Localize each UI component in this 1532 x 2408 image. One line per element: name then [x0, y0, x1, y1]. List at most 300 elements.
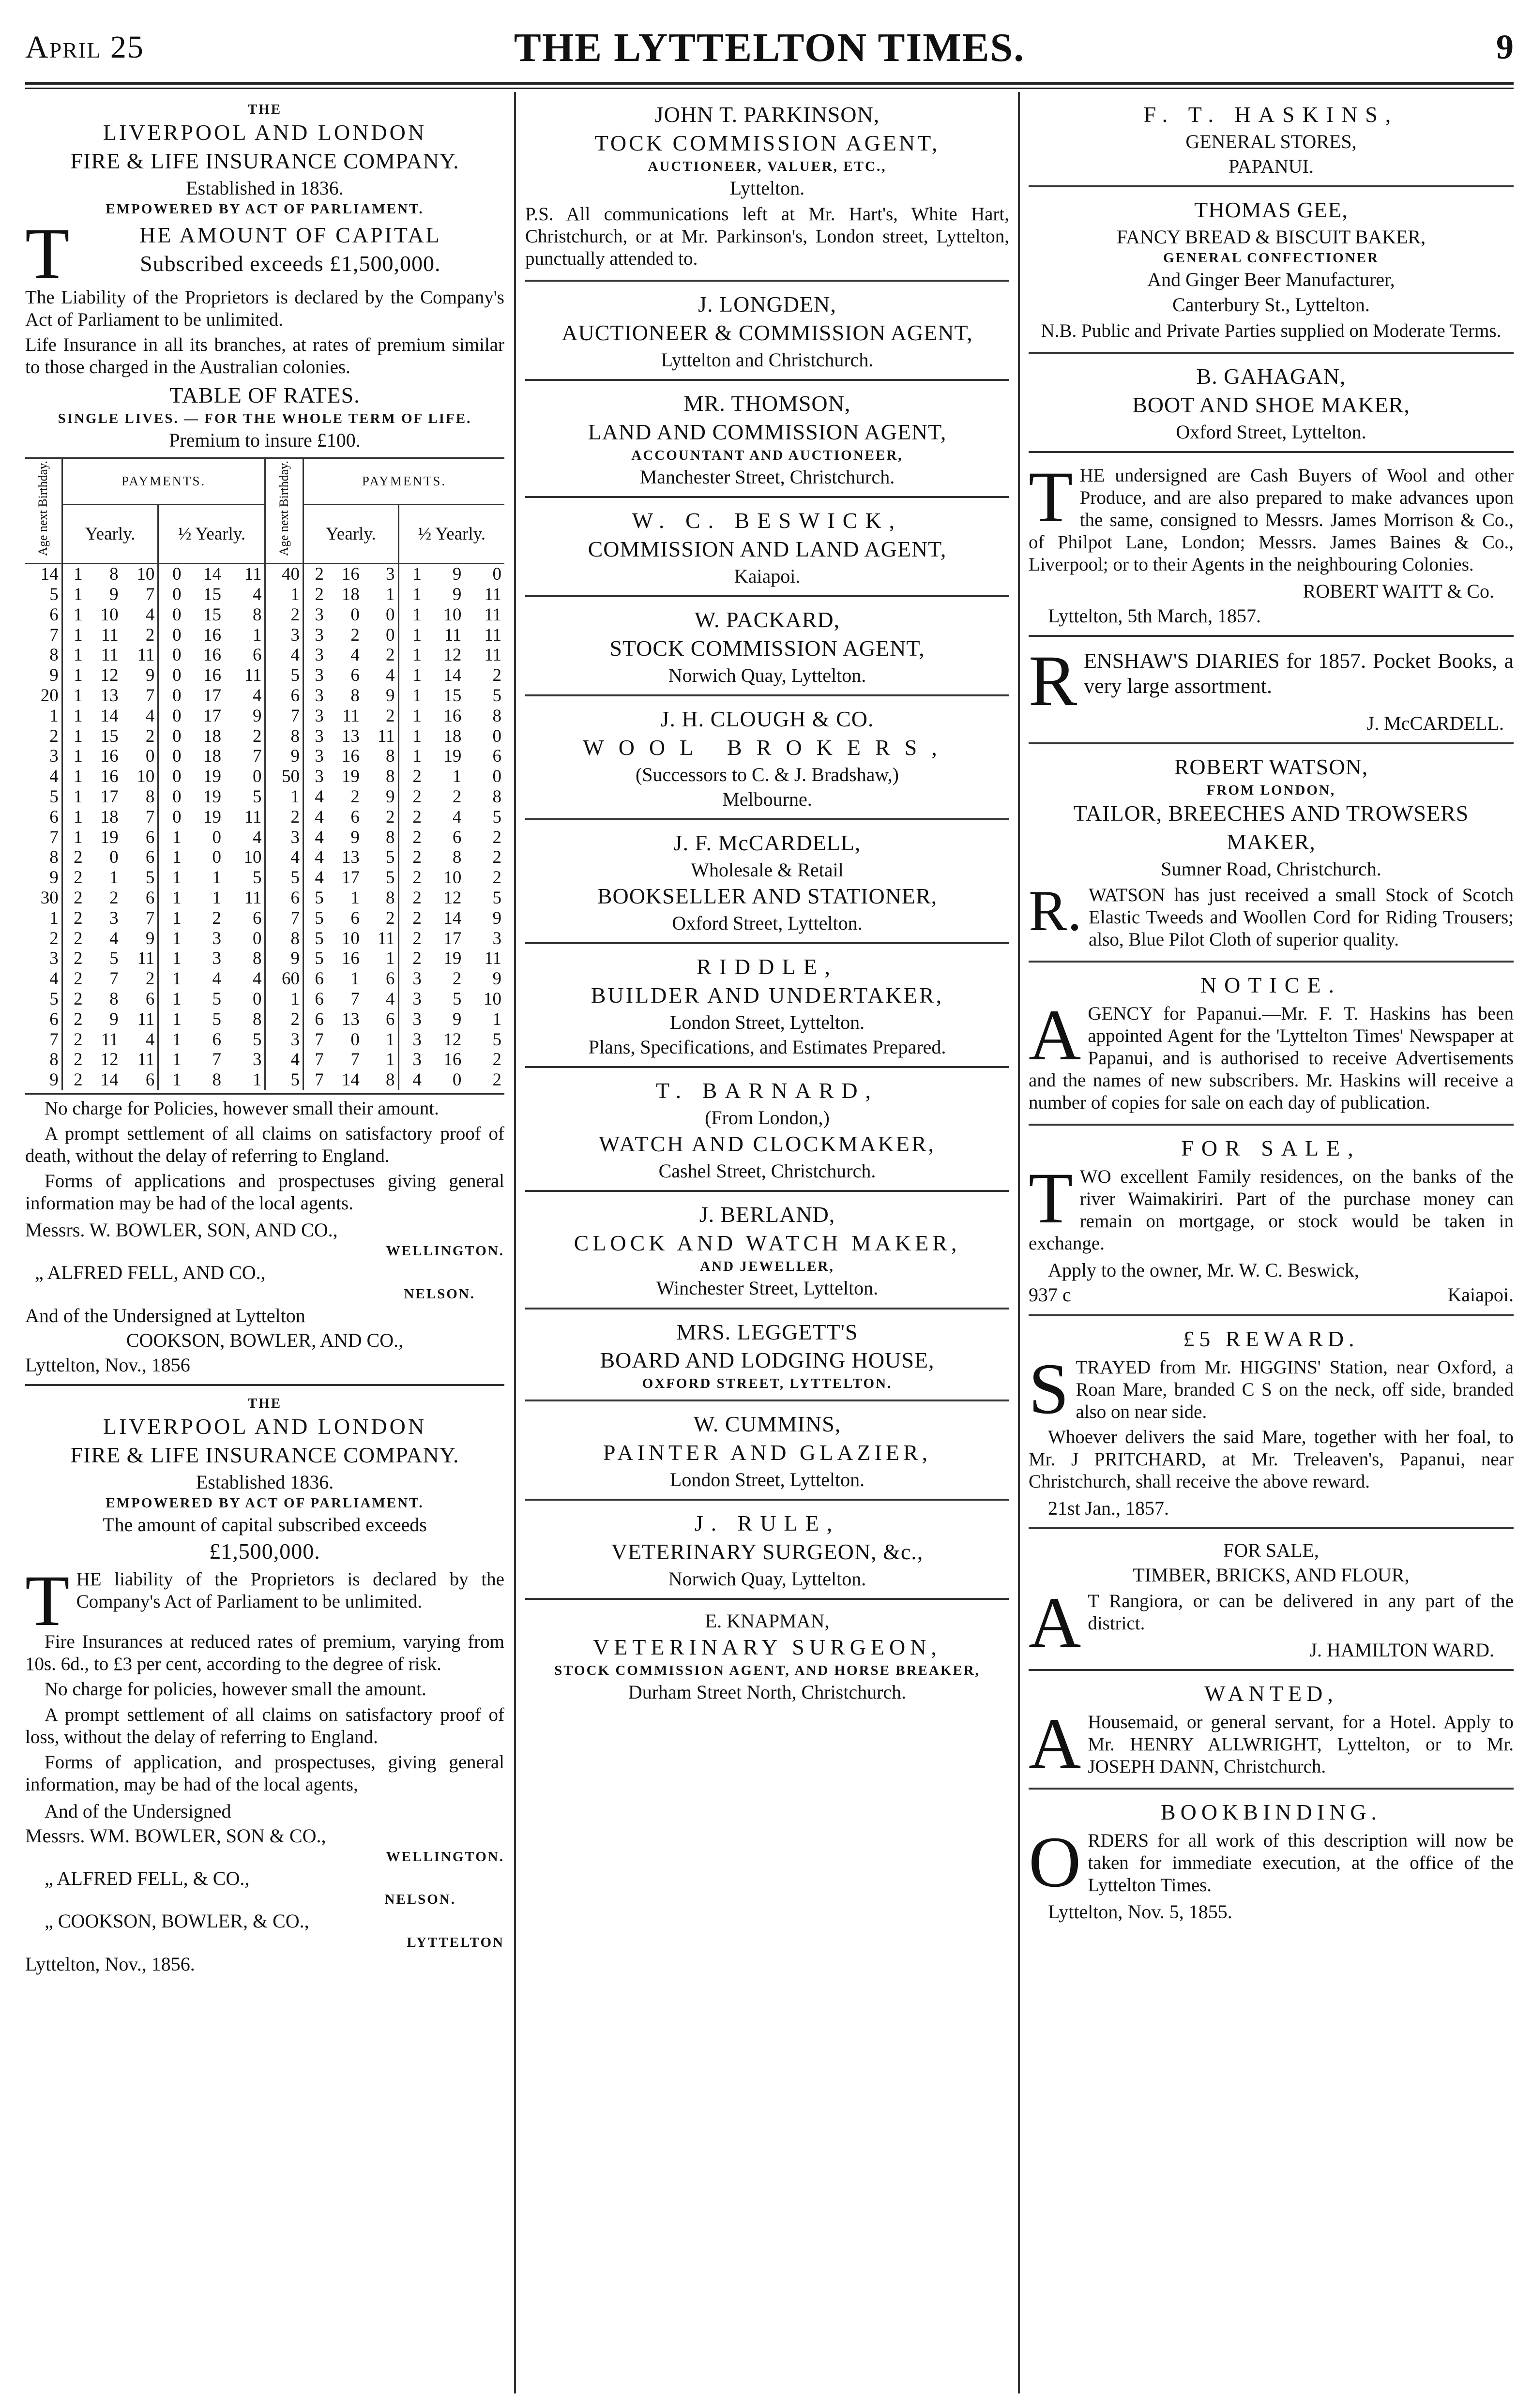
- rates-cell: 2: [363, 645, 398, 665]
- agent-place: LYTTELTON: [407, 1934, 504, 1950]
- rates-cell: 14: [443, 665, 462, 686]
- ad-line: HE AMOUNT OF CAPITAL: [139, 223, 441, 248]
- rates-cell: 1: [412, 726, 422, 746]
- rates-cell: 8: [212, 1070, 222, 1090]
- ad-body: A prompt settlement of all claims on satisfactory proof of loss, without the delay of referring to England.: [25, 1704, 504, 1747]
- rates-cell: 3: [315, 604, 324, 625]
- ad-body: A prompt settlement of all claims on satisfactory proof of death, without the delay of referring to England.: [25, 1123, 504, 1167]
- rates-cell: 19: [443, 746, 462, 767]
- rates-cell: 5: [452, 989, 462, 1009]
- ad-line: Winchester Street, Lyttelton.: [656, 1277, 879, 1299]
- ad-body: No charge for Policies, however small their amount.: [45, 1098, 439, 1119]
- agent-line: „ COOKSON, BOWLER, & CO.,: [45, 1910, 309, 1932]
- ad-line: Norwich Quay, Lyttelton.: [668, 664, 866, 686]
- parkinson-ad: [525, 92, 1009, 282]
- ad-text: WATSON has just received a small Stock of Scotch Elastic Tweeds and Woollen Cord for Riding Trousers; also, Blue Pilot Cloth of superior quality.: [1089, 885, 1514, 950]
- rates-cell: 2: [363, 807, 398, 828]
- agent-place: NELSON.: [384, 1892, 456, 1908]
- rates-cell: 40: [265, 564, 303, 585]
- rates-cell: 4: [25, 767, 62, 787]
- rates-cell: 2: [74, 888, 83, 908]
- rates-row: [25, 746, 504, 767]
- rates-cell: 2: [350, 787, 360, 807]
- timber-ad: [1029, 1529, 1514, 1671]
- rates-cell: 11: [484, 585, 501, 605]
- rates-cell: 12: [443, 888, 462, 908]
- rates-cell: 17: [341, 868, 360, 888]
- ad-heading: RIDDLE,: [696, 954, 838, 979]
- rates-cell: 1: [172, 1070, 182, 1090]
- rates-cell: 4: [109, 928, 119, 948]
- ad-line: Oxford Street, Lyttelton.: [672, 912, 863, 934]
- rates-cell: 5: [315, 948, 324, 969]
- rates-cell: 14: [100, 706, 119, 726]
- ad-line: AND JEWELLER,: [700, 1259, 834, 1275]
- rates-cell: 1: [452, 767, 462, 787]
- rates-cell: 8: [265, 929, 303, 949]
- rates-cell: 5: [492, 807, 501, 827]
- rates-cell: 2: [452, 969, 462, 989]
- agent-line: Messrs. WM. BOWLER, SON & CO.,: [25, 1824, 326, 1847]
- rates-cell: 1: [74, 767, 83, 787]
- rates-cell: 1: [363, 948, 398, 969]
- rates-cell: 1: [412, 604, 422, 625]
- rates-cell: 0: [121, 746, 158, 767]
- ad-heading: F. T. HASKINS,: [1143, 102, 1399, 127]
- rates-cell: 6: [121, 847, 158, 868]
- rates-cell: 2: [492, 847, 501, 868]
- payments-header: PAYMENTS.: [62, 458, 265, 504]
- rates-row: [25, 645, 504, 665]
- rates-cell: 6: [363, 969, 398, 989]
- rates-cell: 4: [315, 868, 324, 888]
- rates-cell: 0: [172, 787, 182, 807]
- ad-ref: 937 c: [1029, 1284, 1071, 1306]
- ad-text: T Rangiora, or can be delivered in any part of the district.: [1088, 1591, 1514, 1634]
- rates-cell: 3: [212, 928, 222, 948]
- rates-cell: 0: [172, 604, 182, 625]
- ad-line: BOARD AND LODGING HOUSE,: [600, 1348, 935, 1373]
- rates-cell: 6: [452, 827, 462, 847]
- ad-body: N.B. Public and Private Parties supplied on Moderate Terms.: [1041, 320, 1502, 341]
- wanted-ad: [1029, 1671, 1514, 1790]
- table-title: TABLE OF RATES.: [169, 383, 360, 408]
- rates-cell: 9: [350, 827, 360, 847]
- barnard-ad: [525, 1068, 1009, 1192]
- rates-cell: 1: [74, 807, 83, 827]
- half-yearly-header: ½ Yearly.: [158, 504, 265, 564]
- rates-cell: 0: [172, 645, 182, 665]
- rates-cell: 1: [265, 989, 303, 1009]
- ad-line: VETERINARY SURGEON, &c.,: [611, 1539, 924, 1565]
- rates-cell: 4: [265, 1050, 303, 1070]
- rates-cell: 9: [452, 564, 462, 585]
- rates-cell: 0: [224, 929, 265, 949]
- rates-cell: 9: [265, 948, 303, 969]
- rates-cell: 2: [121, 625, 158, 646]
- ad-heading: THOMAS GEE,: [1194, 197, 1348, 223]
- ad-heading: W. C. BESWICK,: [632, 508, 903, 533]
- rates-cell: 3: [25, 948, 62, 969]
- rates-cell: 9: [452, 1009, 462, 1029]
- rates-cell: 1: [412, 746, 422, 767]
- rates-cell: 3: [212, 948, 222, 969]
- rates-cell: 5: [25, 585, 62, 605]
- rates-cell: 5: [121, 868, 158, 888]
- longden-ad: [525, 282, 1009, 381]
- drop-cap: T: [25, 1561, 70, 1641]
- ad-heading: FIRE & LIFE INSURANCE COMPANY.: [70, 148, 459, 173]
- knapman-ad: [525, 1600, 1009, 1711]
- rates-cell: 16: [341, 746, 360, 767]
- yearly-header: Yearly.: [62, 504, 158, 564]
- rates-cell: 5: [363, 847, 398, 868]
- rates-cell: 50: [265, 767, 303, 787]
- rates-cell: 3: [265, 828, 303, 848]
- rates-cell: 13: [341, 1009, 360, 1029]
- ad-body: [1029, 1703, 1514, 1784]
- rates-cell: 1: [172, 1029, 182, 1050]
- riddle-ad: [525, 944, 1009, 1068]
- rates-cell: 1: [224, 625, 265, 646]
- rates-cell: 11: [224, 564, 265, 585]
- ad-line: BUILDER AND UNDERTAKER,: [591, 983, 944, 1008]
- rates-cell: 1: [172, 847, 182, 868]
- ad-line: AUCTIONEER & COMMISSION AGENT,: [561, 320, 973, 345]
- rates-cell: 1: [74, 787, 83, 807]
- rates-cell: 3: [412, 989, 422, 1009]
- rates-cell: 5: [492, 1029, 501, 1050]
- drop-cap: A: [1029, 1703, 1081, 1784]
- ad-body: [1029, 1822, 1514, 1903]
- rates-cell: 4: [315, 787, 324, 807]
- rates-cell: 0: [492, 767, 501, 787]
- rates-row: [25, 828, 504, 848]
- renshaw-ad: [1029, 637, 1514, 744]
- rates-cell: 1: [74, 665, 83, 686]
- rates-cell: 7: [315, 1050, 324, 1070]
- ad-line: London Street, Lyttelton.: [669, 1011, 865, 1033]
- rates-cell: 3: [315, 706, 324, 726]
- rates-cell: 0: [350, 604, 360, 625]
- rates-cell: 4: [452, 807, 462, 827]
- rates-cell: 6: [315, 1009, 324, 1029]
- packard-ad: [525, 597, 1009, 696]
- agent-line: And of the Undersigned at Lyttelton: [25, 1304, 305, 1326]
- rates-cell: 2: [212, 908, 222, 928]
- ad-heading: BOOKBINDING.: [1160, 1800, 1382, 1825]
- waitt-ad: [1029, 453, 1514, 637]
- rates-cell: 6: [224, 645, 265, 665]
- drop-cap: T: [1029, 1158, 1073, 1239]
- rates-cell: 16: [100, 767, 119, 787]
- rates-cell: 2: [412, 767, 422, 787]
- rates-cell: 30: [25, 888, 62, 908]
- ad-line: CLOCK AND WATCH MAKER,: [574, 1231, 961, 1256]
- ad-line: FROM LONDON,: [1206, 783, 1336, 798]
- rates-cell: 1: [492, 1009, 501, 1029]
- rates-cell: 17: [100, 787, 119, 807]
- rates-cell: 1: [265, 787, 303, 807]
- rates-cell: 4: [315, 827, 324, 847]
- rates-cell: 11: [101, 1029, 119, 1050]
- rates-cell: 11: [484, 604, 501, 625]
- rates-cell: 7: [25, 828, 62, 848]
- rates-cell: 6: [224, 908, 265, 929]
- rates-cell: 3: [492, 928, 501, 948]
- rates-cell: 6: [265, 888, 303, 908]
- yearly-header: Yearly.: [303, 504, 399, 564]
- ad-heading: LIVERPOOL AND LONDON: [103, 120, 427, 145]
- ad-line: AUCTIONEER, VALUER, ETC.,: [648, 158, 887, 174]
- ad-heading: MR. THOMSON,: [683, 391, 851, 416]
- rates-cell: 5: [492, 888, 501, 908]
- rates-cell: 3: [315, 767, 324, 787]
- rates-cell: 2: [74, 1029, 83, 1050]
- rates-cell: 14: [203, 564, 222, 585]
- rates-cell: 11: [224, 888, 265, 908]
- bookbinding-ad: [1029, 1790, 1514, 1931]
- rates-cell: 1: [74, 726, 83, 746]
- rates-cell: 8: [25, 645, 62, 665]
- ad-body: The Liability of the Proprietors is declared by the Company's Act of Parliament to be unlimited.: [25, 287, 504, 331]
- rates-cell: 8: [452, 847, 462, 868]
- payments-header: PAYMENTS.: [303, 458, 504, 504]
- rates-cell: 6: [315, 989, 324, 1009]
- rates-cell: 1: [412, 585, 422, 605]
- rates-cell: 15: [203, 585, 222, 605]
- rates-cell: 7: [121, 807, 158, 828]
- rates-cell: 1: [265, 585, 303, 605]
- rates-row: [25, 1009, 504, 1030]
- rates-cell: 1: [74, 706, 83, 726]
- rates-cell: 9: [363, 686, 398, 706]
- ad-line: Lyttelton.: [729, 177, 805, 199]
- rates-cell: 2: [265, 605, 303, 625]
- rates-cell: 19: [203, 787, 222, 807]
- rates-cell: 7: [265, 908, 303, 929]
- ad-line: Manchester Street, Christchurch.: [639, 466, 895, 488]
- rates-cell: 19: [443, 948, 462, 969]
- rates-cell: 7: [350, 989, 360, 1009]
- rates-cell: 6: [25, 605, 62, 625]
- rates-cell: 2: [74, 928, 83, 948]
- ad-body: [1029, 1158, 1514, 1255]
- ad-line: LAND AND COMMISSION AGENT,: [588, 419, 947, 444]
- ad-line: STOCK COMMISSION AGENT,: [609, 635, 925, 661]
- rates-cell: 18: [443, 726, 462, 746]
- ad-body: No charge for policies, however small the amount.: [45, 1679, 426, 1700]
- ad-body: [25, 1561, 504, 1641]
- newspaper-title: THE LYTTELTON TIMES.: [514, 25, 1025, 70]
- rates-cell: 2: [412, 847, 422, 868]
- rates-cell: 0: [172, 564, 182, 585]
- rates-cell: 6: [350, 665, 360, 686]
- rule-ad: [525, 1501, 1009, 1600]
- rates-cell: 4: [121, 605, 158, 625]
- rates-cell: 5: [25, 989, 62, 1009]
- rates-cell: 5: [25, 787, 62, 807]
- rates-cell: 1: [74, 686, 83, 706]
- rates-cell: 5: [265, 665, 303, 686]
- for-sale-ad: [1029, 1126, 1514, 1316]
- rates-cell: 0: [109, 847, 119, 868]
- rates-cell: 2: [492, 868, 501, 888]
- rates-cell: 3: [265, 625, 303, 646]
- rates-cell: 17: [443, 928, 462, 948]
- drop-cap: A: [1029, 1582, 1081, 1663]
- ad-heading: B. GAHAGAN,: [1196, 363, 1346, 389]
- rates-cell: 0: [172, 686, 182, 706]
- rates-cell: 8: [363, 1070, 398, 1090]
- rates-cell: 0: [172, 625, 182, 645]
- rates-cell: 16: [443, 1050, 462, 1070]
- rates-cell: 9: [109, 1009, 119, 1029]
- rates-cell: 5: [363, 868, 398, 888]
- rates-cell: 4: [350, 645, 360, 665]
- ad-heading: ROBERT WATSON,: [1174, 754, 1368, 780]
- dateline: Lyttelton, Nov., 1856.: [25, 1953, 195, 1975]
- rates-cell: 1: [412, 706, 422, 726]
- rates-cell: 8: [224, 605, 265, 625]
- gahagan-ad: [1029, 354, 1514, 453]
- ad-heading: LIVERPOOL AND LONDON: [103, 1414, 427, 1439]
- rates-cell: 7: [350, 1050, 360, 1070]
- rates-cell: 9: [121, 665, 158, 686]
- ad-line: And Ginger Beer Manufacturer,: [1147, 269, 1395, 291]
- ad-line: SINGLE LIVES. — FOR THE WHOLE TERM OF LIFE.: [58, 411, 472, 427]
- rates-cell: 14: [100, 1070, 119, 1090]
- rates-row: [25, 564, 504, 585]
- ad-line: PAPANUI.: [1228, 155, 1314, 178]
- rates-cell: 8: [121, 787, 158, 807]
- rates-cell: 4: [315, 847, 324, 868]
- ad-text: GENCY for Papanui.—Mr. F. T. Haskins has been appointed Agent for the 'Lyttelton Times' Newspaper at Papanui, and is authorised to receive Advertisements and the names of new subscribers. Mr. Haskins will receive a number of copies for sale on each day of publication.: [1029, 1003, 1514, 1114]
- rates-cell: 2: [452, 787, 462, 807]
- clough-ad: [525, 696, 1009, 820]
- ad-heading: J. BERLAND,: [699, 1202, 835, 1227]
- ad-place: Kaiapoi.: [1447, 1284, 1514, 1306]
- ad-line: ACCOUNTANT AND AUCTIONEER,: [631, 447, 903, 463]
- insurance-ad-2: [25, 1386, 504, 1983]
- rates-cell: 5: [315, 928, 324, 948]
- ad-heading: FOR SALE,: [1223, 1539, 1319, 1561]
- rates-cell: 1: [172, 1050, 182, 1070]
- rates-cell: 2: [74, 908, 83, 928]
- rates-cell: 3: [412, 1050, 422, 1070]
- rates-cell: 11: [444, 625, 462, 645]
- rates-cell: 4: [121, 1030, 158, 1050]
- rates-cell: 9: [363, 787, 398, 807]
- rates-cell: 9: [25, 868, 62, 888]
- rates-cell: 8: [224, 948, 265, 969]
- rates-cell: 2: [224, 726, 265, 747]
- rates-row: [25, 605, 504, 625]
- ad-text: HE liability of the Proprietors is declared by the Company's Act of Parliament to be unlimited.: [76, 1569, 504, 1612]
- ad-line: London Street, Lyttelton.: [669, 1469, 865, 1491]
- rates-cell: 11: [101, 645, 119, 665]
- rates-cell: 3: [412, 1009, 422, 1029]
- rates-cell: 8: [25, 847, 62, 868]
- rates-cell: 7: [224, 746, 265, 767]
- rates-cell: 12: [100, 1050, 119, 1070]
- rates-cell: 5: [315, 908, 324, 928]
- ad-line: Lyttelton and Christchurch.: [661, 348, 874, 371]
- ad-heading: WANTED,: [1204, 1681, 1338, 1706]
- rates-cell: 1: [74, 827, 83, 847]
- rates-cell: 1: [172, 928, 182, 948]
- column-1: [25, 92, 504, 2393]
- haskins-ad: [1029, 92, 1514, 187]
- rates-cell: 16: [203, 665, 222, 686]
- rates-cell: 1: [412, 686, 422, 706]
- rates-cell: 0: [224, 989, 265, 1009]
- rates-cell: 8: [224, 1009, 265, 1030]
- rates-cell: 9: [265, 746, 303, 767]
- rates-cell: 11: [224, 807, 265, 828]
- rates-cell: 2: [492, 827, 501, 847]
- ad-line: Canterbury St., Lyttelton.: [1172, 293, 1370, 316]
- ad-line: Premium to insure £100.: [169, 429, 361, 452]
- rates-cell: 1: [412, 665, 422, 686]
- rates-cell: 14: [341, 1070, 360, 1090]
- rates-cell: 1: [172, 1009, 182, 1029]
- rates-row: [25, 726, 504, 747]
- rates-cell: 1: [172, 948, 182, 969]
- rates-cell: 1: [74, 604, 83, 625]
- rates-cell: 2: [74, 969, 83, 989]
- rates-row: [25, 847, 504, 868]
- rates-cell: 11: [121, 1050, 158, 1070]
- rates-cell: 6: [121, 888, 158, 908]
- ad-line: PAINTER AND GLAZIER,: [603, 1440, 932, 1465]
- rates-cell: 0: [212, 827, 222, 847]
- rates-cell: 2: [74, 948, 83, 969]
- rates-cell: 4: [363, 665, 398, 686]
- rates-cell: 0: [224, 767, 265, 787]
- rates-cell: 11: [342, 706, 360, 726]
- rates-cell: 6: [492, 746, 501, 767]
- rates-cell: 6: [363, 1009, 398, 1030]
- rates-cell: 4: [265, 645, 303, 665]
- rates-cell: 2: [492, 1070, 501, 1090]
- rates-cell: 6: [212, 1029, 222, 1050]
- ad-line: Norwich Quay, Lyttelton.: [668, 1568, 866, 1590]
- rates-cell: 7: [265, 706, 303, 726]
- signature: J. McCARDELL.: [1366, 712, 1504, 735]
- rates-row: [25, 929, 504, 949]
- rates-cell: 1: [172, 827, 182, 847]
- rates-cell: 6: [265, 686, 303, 706]
- rates-cell: 2: [412, 908, 422, 928]
- rates-cell: 5: [492, 686, 501, 706]
- ad-text: WO excellent Family residences, on the banks of the river Waimakiriri. Part of the purchase money can remain on mortgage, or stock would be taken in exchange.: [1029, 1166, 1514, 1254]
- rates-cell: 2: [25, 929, 62, 949]
- rates-cell: 2: [363, 908, 398, 929]
- rates-cell: 0: [363, 625, 398, 646]
- masthead: [25, 24, 1514, 77]
- rates-cell: 0: [363, 605, 398, 625]
- ad-line: (From London,): [705, 1107, 830, 1129]
- rates-cell: 5: [315, 888, 324, 908]
- rates-cell: 3: [315, 645, 324, 665]
- rates-row: [25, 908, 504, 929]
- ad-body: Whoever delivers the said Mare, together with her foal, to Mr. J PRITCHARD, at Mr. Treleaven's, Papanui, near Christchurch, shall receive the above reward.: [1029, 1426, 1514, 1492]
- rates-cell: 3: [109, 908, 119, 928]
- rates-cell: 1: [363, 1050, 398, 1070]
- rates-cell: 2: [492, 665, 501, 686]
- rates-cell: 0: [172, 665, 182, 686]
